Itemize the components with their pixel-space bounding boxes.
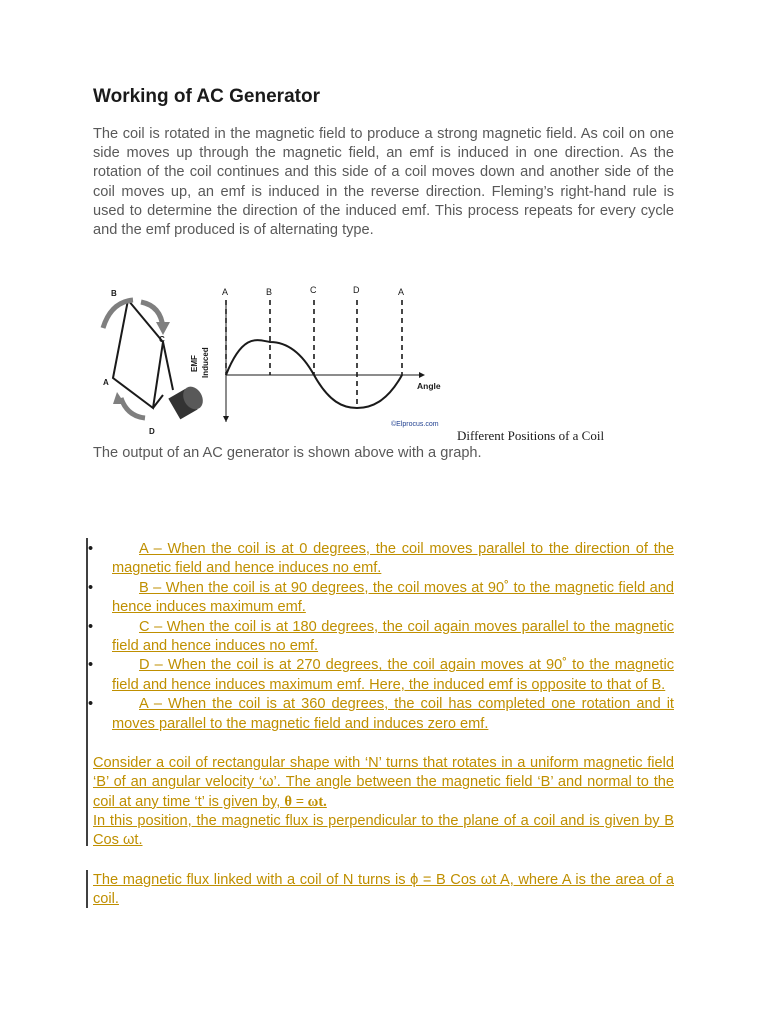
bullet-icon: • — [88, 657, 94, 674]
rotation-arrow-top-head-icon — [156, 322, 170, 335]
list-item — [88, 540, 674, 579]
intro-paragraph: The coil is rotated in the magnetic field to produce a strong magnetic field. As coil on one side moves up through the magnetic field, an emf is induced in one direction. As the rotation of the coil continues and this side of a coil moves down and another side of the coil moves up, an emf is induced in the reverse direction. Fleming’s right-hand rule is used to determine the direction of the induced emf. This process repeats for every cycle and the emf produced is of alternating type. — [93, 126, 674, 239]
position-list — [88, 540, 674, 734]
y-axis-label-induced: Induced — [201, 347, 210, 378]
position-label-1: B — [266, 287, 273, 297]
position-label-2: C — [310, 285, 317, 295]
list-item — [88, 695, 674, 734]
flux-linked-paragraph: The magnetic flux linked with a coil of N turns is ϕ = B Cos ωt A, where A is the area of a coil. — [93, 872, 674, 908]
position-lines — [226, 300, 402, 408]
coil-drawing — [113, 300, 173, 408]
list-item — [88, 656, 674, 695]
bullet-icon: • — [88, 696, 94, 713]
position-label-4: A — [398, 287, 405, 297]
consider-paragraph — [93, 754, 674, 812]
figure-caption: Different Positions of a Coil — [457, 428, 605, 443]
page-title: Working of AC Generator — [93, 86, 320, 107]
consider-text: Consider a coil of rectangular shape with ‘N’ turns that rotates in a uniform magnetic field ‘B’ of an angular velocity ‘ω’. The angle between the magnetic field ‘B’ and normal to the coil at any time ‘t’ is given by, — [93, 755, 674, 810]
list-item-text: C – When the coil is at 180 degrees, the coil again moves parallel to the magnetic field and hence induces no emf. — [112, 618, 674, 655]
coil-label-b: B — [111, 289, 117, 298]
coil-label-d: D — [149, 427, 155, 436]
figure-watermark: ©Elprocus.com — [391, 421, 439, 428]
list-item-text: B – When the coil is at 90 degrees, the coil moves at 90˚ to the magnetic field and hence induces maximum emf. — [112, 579, 674, 616]
rotation-arrow-bottom-icon — [121, 398, 145, 418]
output-text: The output of an AC generator is shown above with a graph. — [93, 445, 482, 461]
coil-label-a: A — [103, 378, 109, 387]
y-axis-arrow-icon — [223, 416, 229, 422]
list-item-text: A – When the coil is at 360 degrees, the coil has completed one rotation and it moves parallel to the magnetic field and induces zero emf. — [112, 696, 674, 732]
emf-sine-wave — [226, 340, 402, 408]
bullet-icon: • — [88, 579, 94, 596]
position-label-0: A — [222, 287, 229, 297]
coil-label-c: C — [159, 335, 165, 344]
change-bar-2 — [86, 870, 88, 908]
list-item-text: A – When the coil is at 0 degrees, the coil moves parallel to the direction of the magnetic field and hence induces no emf. — [112, 541, 674, 577]
flux-position-paragraph: In this position, the magnetic flux is perpendicular to the plane of a coil and is given by B Cos ωt. — [93, 813, 674, 849]
theta-formula: θ = ωt. — [284, 793, 327, 810]
bullet-icon: • — [88, 541, 94, 557]
slip-ring-icon — [168, 383, 206, 419]
x-axis-arrow-icon — [419, 372, 425, 378]
y-axis-label-emf: EMF — [190, 355, 199, 372]
rotation-arrow-top-icon — [103, 300, 163, 328]
position-label-3: D — [353, 285, 360, 295]
list-item — [88, 579, 674, 618]
list-item — [88, 618, 674, 657]
list-item-text: D – When the coil is at 270 degrees, the coil again moves at 90˚ to the magnetic field and hence induces maximum emf. Here, the induced emf is opposite to that of B. — [112, 657, 674, 693]
bullet-icon: • — [88, 618, 94, 635]
x-axis-label: Angle — [417, 381, 441, 391]
coil-position-figure — [93, 280, 453, 440]
